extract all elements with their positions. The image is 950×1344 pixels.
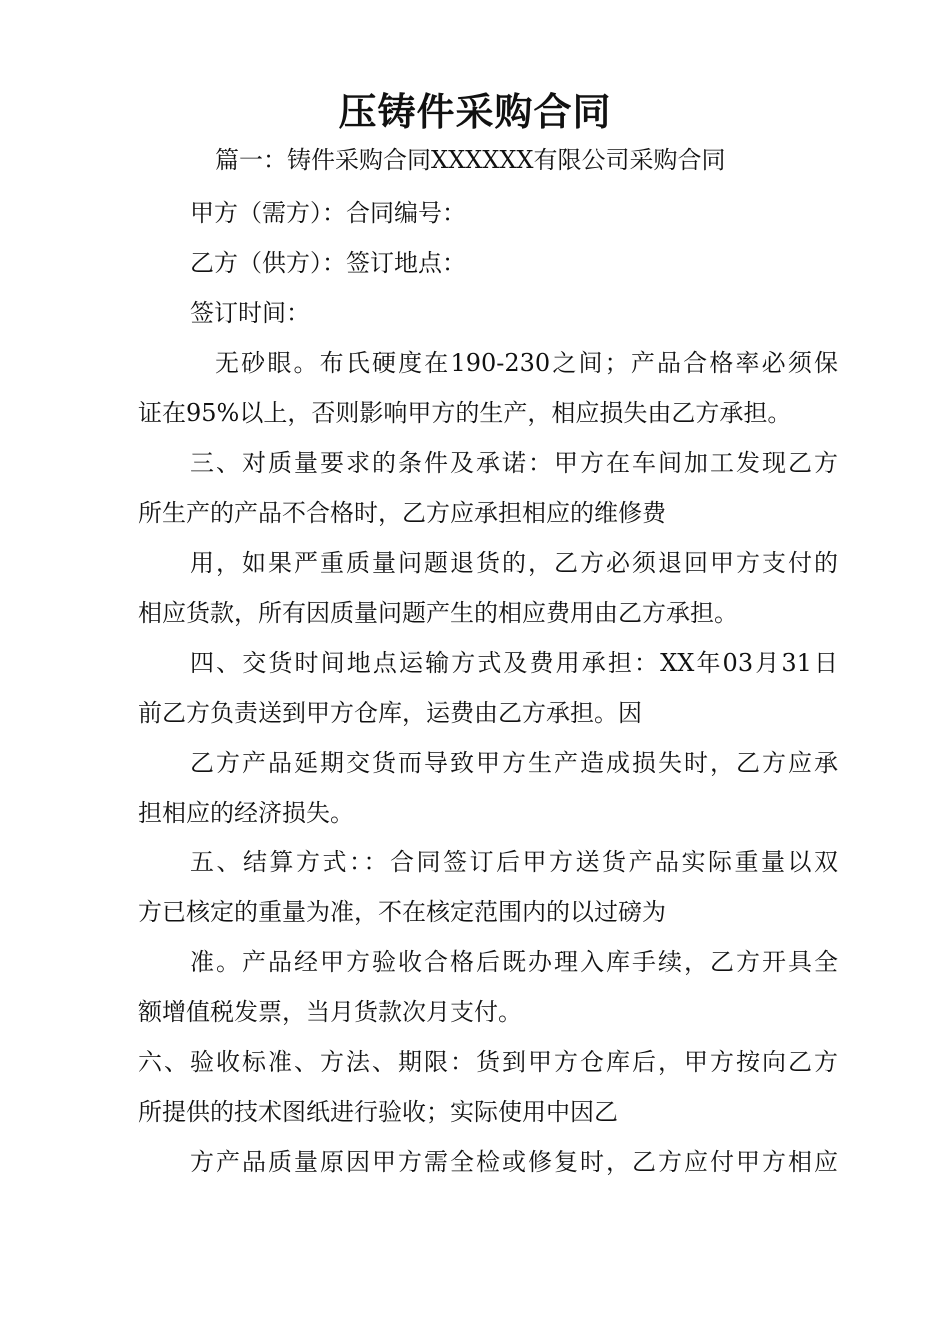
paragraph-line: 担相应的经济损失。 <box>138 799 354 827</box>
party-a-line: 甲方（需方）：合同编号： <box>190 199 466 227</box>
party-b-line: 乙方（供方）：签订地点： <box>190 249 466 277</box>
clause-four-line: 四、交货时间地点运输方式及费用承担：XX年03月31日 <box>190 649 838 677</box>
clause-six-line: 六、验收标准、方法、期限：货到甲方仓库后，甲方按向乙方 <box>138 1048 838 1076</box>
paragraph-line: 额增值税发票，当月货款次月支付。 <box>138 998 522 1026</box>
section-heading: 篇一：铸件采购合同XXXXXX有限公司采购合同 <box>215 146 726 174</box>
clause-three-line: 三、对质量要求的条件及承诺：甲方在车间加工发现乙方 <box>190 449 838 477</box>
paragraph-line: 无砂眼。布氏硬度在190-230之间；产品合格率必须保 <box>215 349 838 377</box>
paragraph-line: 用，如果严重质量问题退货的，乙方必须退回甲方支付的 <box>190 549 838 577</box>
paragraph-line: 准。产品经甲方验收合格后既办理入库手续，乙方开具全 <box>190 948 838 976</box>
paragraph-line: 乙方产品延期交货而导致甲方生产造成损失时，乙方应承 <box>190 749 838 777</box>
clause-five-line: 五、结算方式：：合同签订后甲方送货产品实际重量以双 <box>190 848 838 876</box>
paragraph-line: 所生产的产品不合格时，乙方应承担相应的维修费 <box>138 499 666 527</box>
paragraph-line: 所提供的技术图纸进行验收；实际使用中因乙 <box>138 1098 618 1126</box>
paragraph-line: 证在95%以上，否则影响甲方的生产，相应损失由乙方承担。 <box>138 399 792 427</box>
paragraph-line: 前乙方负责送到甲方仓库，运费由乙方承担。因 <box>138 699 642 727</box>
paragraph-line: 方已核定的重量为准，不在核定范围内的以过磅为 <box>138 898 666 926</box>
document-title: 压铸件采购合同 <box>338 90 612 134</box>
signing-time-line: 签订时间： <box>190 299 310 327</box>
paragraph-line: 方产品质量原因甲方需全检或修复时，乙方应付甲方相应 <box>190 1148 838 1176</box>
paragraph-line: 相应货款，所有因质量问题产生的相应费用由乙方承担。 <box>138 599 738 627</box>
